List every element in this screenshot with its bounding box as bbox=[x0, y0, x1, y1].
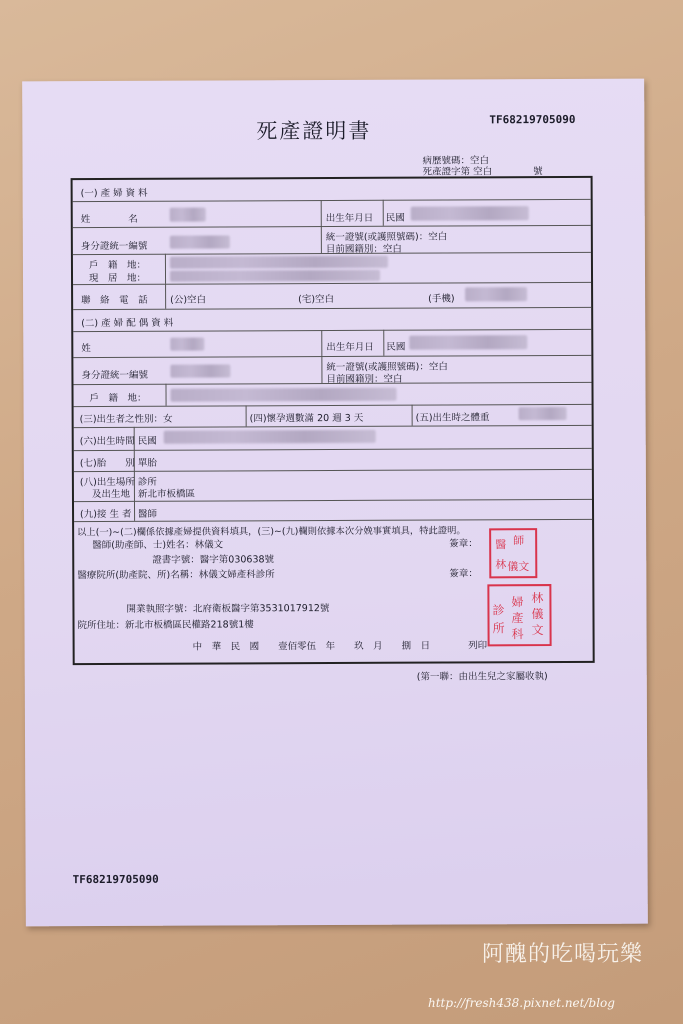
permit-value: 北府衛板醫字第3531017912號 bbox=[192, 603, 330, 615]
spouse-uniform-id-value: 空白 bbox=[428, 361, 448, 373]
svg-text:師: 師 bbox=[513, 534, 525, 548]
doctor-stamp bbox=[489, 528, 537, 578]
clinic-stamp bbox=[487, 584, 551, 646]
watermark-text: 阿醜的吃喝玩樂 bbox=[481, 942, 643, 967]
document-paper bbox=[22, 79, 648, 927]
license-line bbox=[152, 551, 274, 566]
phone-office: (公)空白 bbox=[170, 294, 207, 306]
redacted-mother-dob bbox=[411, 206, 529, 221]
svg-text:林: 林 bbox=[495, 558, 507, 572]
gestation-weeks-unit: 週 bbox=[332, 412, 342, 425]
spouse-dob-label: 出生年月日 bbox=[326, 341, 374, 354]
certification-statement: 以上(一)~(二)欄係依據產婦提供資料填具，(三)~(九)欄則依據本次分娩事實填具，特此證明。 bbox=[77, 525, 466, 539]
birth-place-value-2: 新北市板橋區 bbox=[137, 488, 196, 500]
record-number-value: 空白 bbox=[470, 155, 490, 167]
doctor-label: 醫師(助產師、士)姓名： bbox=[92, 539, 195, 552]
clinic-seal-label: 簽章： bbox=[449, 568, 478, 580]
phone-label: 聯 絡 電 話 bbox=[81, 294, 148, 307]
gestation-days-unit: 天 bbox=[353, 412, 364, 424]
svg-text:婦: 婦 bbox=[511, 595, 524, 610]
gestation-line bbox=[250, 410, 364, 424]
birth-attendant-label: (九)接 生 者 bbox=[80, 508, 132, 521]
watermark-url: http://fresh438.pixnet.net/blog bbox=[428, 996, 615, 1010]
svg-text:產: 產 bbox=[511, 611, 524, 626]
redacted-mobile bbox=[465, 287, 527, 301]
mother-dob-label: 出生年月日 bbox=[325, 212, 374, 225]
section1-header: (一) 產 婦 資 料 bbox=[80, 187, 148, 200]
clinic-label: 醫療院所(助產院、所)名稱： bbox=[77, 569, 199, 582]
spouse-nationality-line bbox=[326, 371, 402, 385]
spouse-nationality-value: 空白 bbox=[383, 373, 403, 385]
birth-time-label: (六)出生時間 bbox=[79, 435, 135, 448]
certificate-form-table bbox=[71, 176, 595, 665]
redacted-weight bbox=[519, 407, 567, 420]
birth-place-label-1: (八)出生場所 bbox=[79, 476, 135, 489]
gestation-days: 3 bbox=[344, 412, 351, 424]
mother-name-label: 姓 名 bbox=[80, 213, 138, 226]
spouse-nationality-label: 目前國籍別： bbox=[326, 373, 384, 386]
redacted-spouse-id bbox=[170, 364, 230, 377]
phone-mobile-label: (手機) bbox=[428, 293, 455, 305]
address-label: 院所住址： bbox=[77, 619, 126, 632]
svg-text:醫: 醫 bbox=[495, 538, 507, 552]
mother-nationality-label: 目前國籍別： bbox=[325, 243, 383, 256]
gestation-weeks: 20 bbox=[317, 413, 330, 425]
gestation-label: (四)懷孕週數滿 bbox=[249, 413, 315, 425]
birth-time-era: 民國 bbox=[137, 435, 157, 447]
birth-place-value-1: 診所 bbox=[137, 476, 157, 488]
redacted-mother-id bbox=[170, 235, 230, 248]
svg-text:科: 科 bbox=[511, 627, 524, 642]
redacted-spouse-household bbox=[171, 388, 397, 402]
svg-text:診: 診 bbox=[492, 603, 505, 618]
sex-line bbox=[80, 411, 173, 425]
svg-text:儀: 儀 bbox=[531, 607, 544, 622]
mother-nationality-value: 空白 bbox=[382, 243, 402, 255]
doctor-value: 林儀文 bbox=[194, 539, 224, 551]
serial-number-top: TF68219705090 bbox=[489, 112, 576, 127]
footer-note: (第一聯：由出生兒之家屬收執) bbox=[416, 671, 548, 683]
birth-place-label-2: 及出生地 bbox=[91, 488, 131, 501]
certificate-number-label: 死產證字第 bbox=[422, 166, 471, 178]
spouse-uniform-id-label: 統一證號(或護照號碼)： bbox=[326, 361, 429, 374]
svg-text:儀文: 儀文 bbox=[507, 560, 530, 574]
doctor-line bbox=[92, 536, 223, 551]
birth-attendant-value: 醫師 bbox=[138, 508, 158, 520]
birth-type-label: (七)胎 別 bbox=[79, 457, 135, 470]
redacted-spouse-dob bbox=[409, 335, 527, 350]
clinic-line bbox=[77, 566, 274, 581]
svg-text:所: 所 bbox=[492, 621, 505, 636]
clinic-value: 林儀文婦產科診所 bbox=[198, 569, 275, 581]
spouse-name-label: 姓 bbox=[81, 343, 91, 355]
address-value: 新北市板橋區民權路218號1樓 bbox=[125, 619, 254, 631]
address-line bbox=[77, 616, 253, 631]
spouse-household-label: 戶 籍 地： bbox=[89, 392, 147, 405]
svg-text:林: 林 bbox=[531, 591, 544, 606]
certificate-number-value: 空白 bbox=[473, 166, 493, 178]
mother-nationality-line bbox=[326, 241, 402, 255]
spouse-id-label: 身分證統一編號 bbox=[81, 369, 148, 382]
license-label: 證書字號： bbox=[152, 554, 200, 566]
redacted-mother-household bbox=[170, 256, 388, 269]
spouse-dob-era: 民國 bbox=[386, 341, 406, 353]
permit-line bbox=[126, 600, 329, 615]
print-date: 中 華 民 國 壹佰零伍 年 玖 月 捌 日 列印 bbox=[192, 640, 488, 653]
birth-type-value: 單胎 bbox=[137, 457, 157, 469]
certificate-number-suffix: 號 bbox=[533, 166, 543, 178]
weight-label: (五)出生時之體重 bbox=[415, 412, 490, 424]
record-number-label: 病歷號碼： bbox=[422, 155, 471, 167]
clinic-stamp-graphic bbox=[489, 586, 549, 644]
mother-dob-era: 民國 bbox=[385, 212, 405, 224]
mother-residence-label: 現 居 地： bbox=[88, 272, 147, 285]
permit-label: 開業執照字號： bbox=[126, 603, 194, 615]
redacted-spouse-name bbox=[170, 338, 204, 351]
redacted-mother-name bbox=[170, 208, 206, 222]
redacted-birth-time bbox=[164, 430, 376, 444]
mother-id-label: 身分證統一編號 bbox=[80, 240, 148, 253]
doctor-sign-label: 簽章： bbox=[449, 538, 478, 550]
svg-text:文: 文 bbox=[531, 623, 544, 638]
sex-label: (三)出生者之性別： bbox=[79, 413, 164, 426]
section2-header: (二) 產 婦 配 偶 資 料 bbox=[81, 317, 174, 330]
mother-household-label: 戶 籍 地： bbox=[88, 259, 147, 272]
phone-home: (宅)空白 bbox=[298, 294, 335, 306]
mother-uniform-id-label: 統一證號(或護照號碼)： bbox=[325, 231, 429, 244]
redacted-mother-residence bbox=[170, 270, 380, 282]
license-value: 醫字第030638號 bbox=[199, 554, 275, 566]
document-title: 死產證明書 bbox=[256, 118, 372, 144]
doctor-stamp-graphic bbox=[491, 530, 535, 576]
mother-uniform-id-value: 空白 bbox=[428, 231, 448, 243]
serial-number-bottom: TF68219705090 bbox=[72, 872, 159, 887]
sex-value: 女 bbox=[163, 413, 173, 425]
